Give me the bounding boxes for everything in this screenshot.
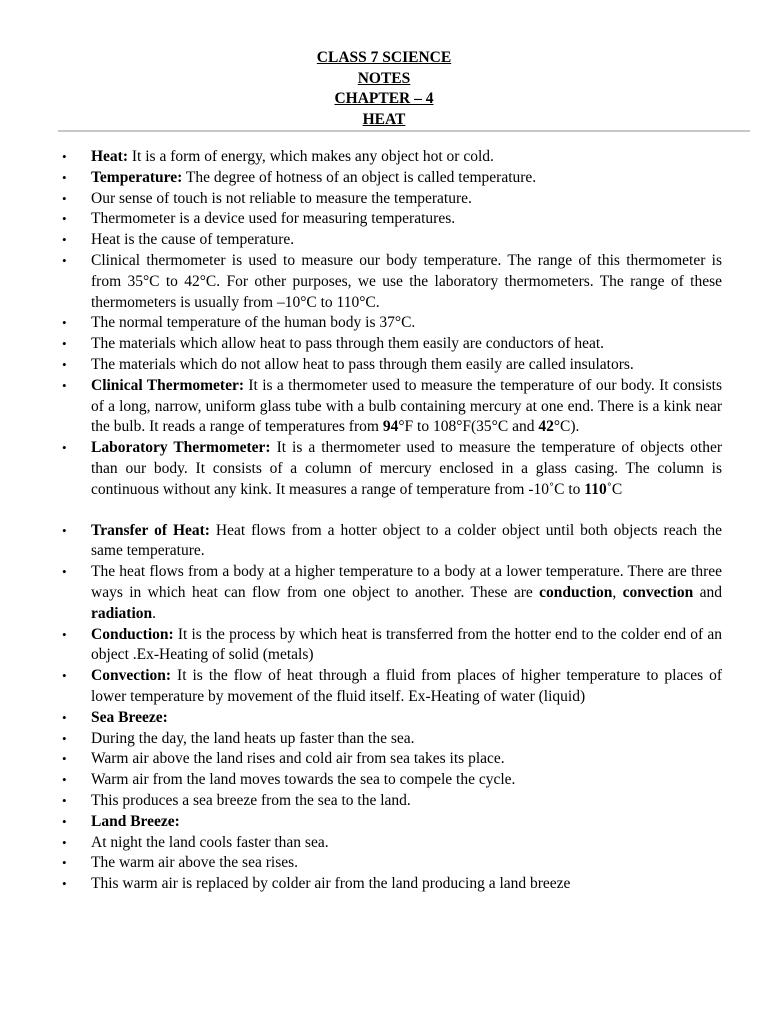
list-item: • Conduction: It is the process by which heat is transferred from the hotter end to the colder end of an object .Ex-Heating of solid (metals) [0,625,768,667]
list-item: • Temperature: The degree of hotness of an object is called temperature. [0,168,768,189]
notes-list [0,147,768,895]
document-header [0,48,768,130]
header-class: CLASS 7 SCIENCE [316,49,452,66]
list-item: • The warm air above the sea rises. [0,853,768,874]
list-item: • Land Breeze: [0,812,768,833]
list-item: • Warm air from the land moves towards the sea to compele the cycle. [0,770,768,791]
list-item: • This produces a sea breeze from the sea to the land. [0,791,768,812]
list-item: • The materials which allow heat to pass through them easily are conductors of heat. [0,334,768,355]
list-item: • The normal temperature of the human body is 37°C. [0,313,768,334]
header-topic: HEAT [362,110,406,128]
list-item: • Sea Breeze: [0,708,768,729]
list-item: • Thermometer is a device used for measuring temperatures. [0,209,768,230]
list-item: • Our sense of touch is not reliable to measure the temperature. [0,189,768,210]
header-divider [58,130,750,132]
list-item: • This warm air is replaced by colder air from the land producing a land breeze [0,874,768,895]
list-item: • Clinical Thermometer: It is a thermometer used to measure the temperature of our body. It consists of a long, narrow, uniform glass tube with a bulb containing mercury at one end. There is a kink near the bulb. It reads a range of temperatures from 94°F to 108°F(35°C and 42°C). [0,376,768,438]
list-item: • Laboratory Thermometer: It is a thermometer used to measure the temperature of objects other than our body. It consists of a column of mercury enclosed in a glass casing. The column is continuous without any kink. It measures a range of temperature from -10˚C to 110˚C [0,438,768,500]
list-item: • Heat is the cause of temperature. [0,230,768,251]
list-item: • Convection: It is the flow of heat through a fluid from places of higher temperature to places of lower temperature by movement of the fluid itself. Ex-Heating of water (liquid) [0,666,768,708]
list-item: • Heat: It is a form of energy, which makes any object hot or cold. [0,147,768,168]
list-item: • Warm air above the land rises and cold air from sea takes its place. [0,749,768,770]
list-item: • Transfer of Heat: Heat flows from a hotter object to a colder object until both objects reach the same temperature. [0,521,768,563]
list-item: • During the day, the land heats up faster than the sea. [0,729,768,750]
list-item: • Clinical thermometer is used to measure our body temperature. The range of this thermometer is from 35°C to 42°C. For other purposes, we use the laboratory thermometers. The range of these thermometers is usually from –10°C to 110°C. [0,251,768,313]
header-notes: NOTES [357,69,411,87]
list-item: • The materials which do not allow heat to pass through them easily are called insulators. [0,355,768,376]
list-item: • At night the land cools faster than sea. [0,833,768,854]
header-chapter: CHAPTER – 4 [334,90,434,107]
list-item: • The heat flows from a body at a higher temperature to a body at a lower temperature. There are three ways in which heat can flow from one object to another. These are conduction, convection and radiation. [0,562,768,624]
